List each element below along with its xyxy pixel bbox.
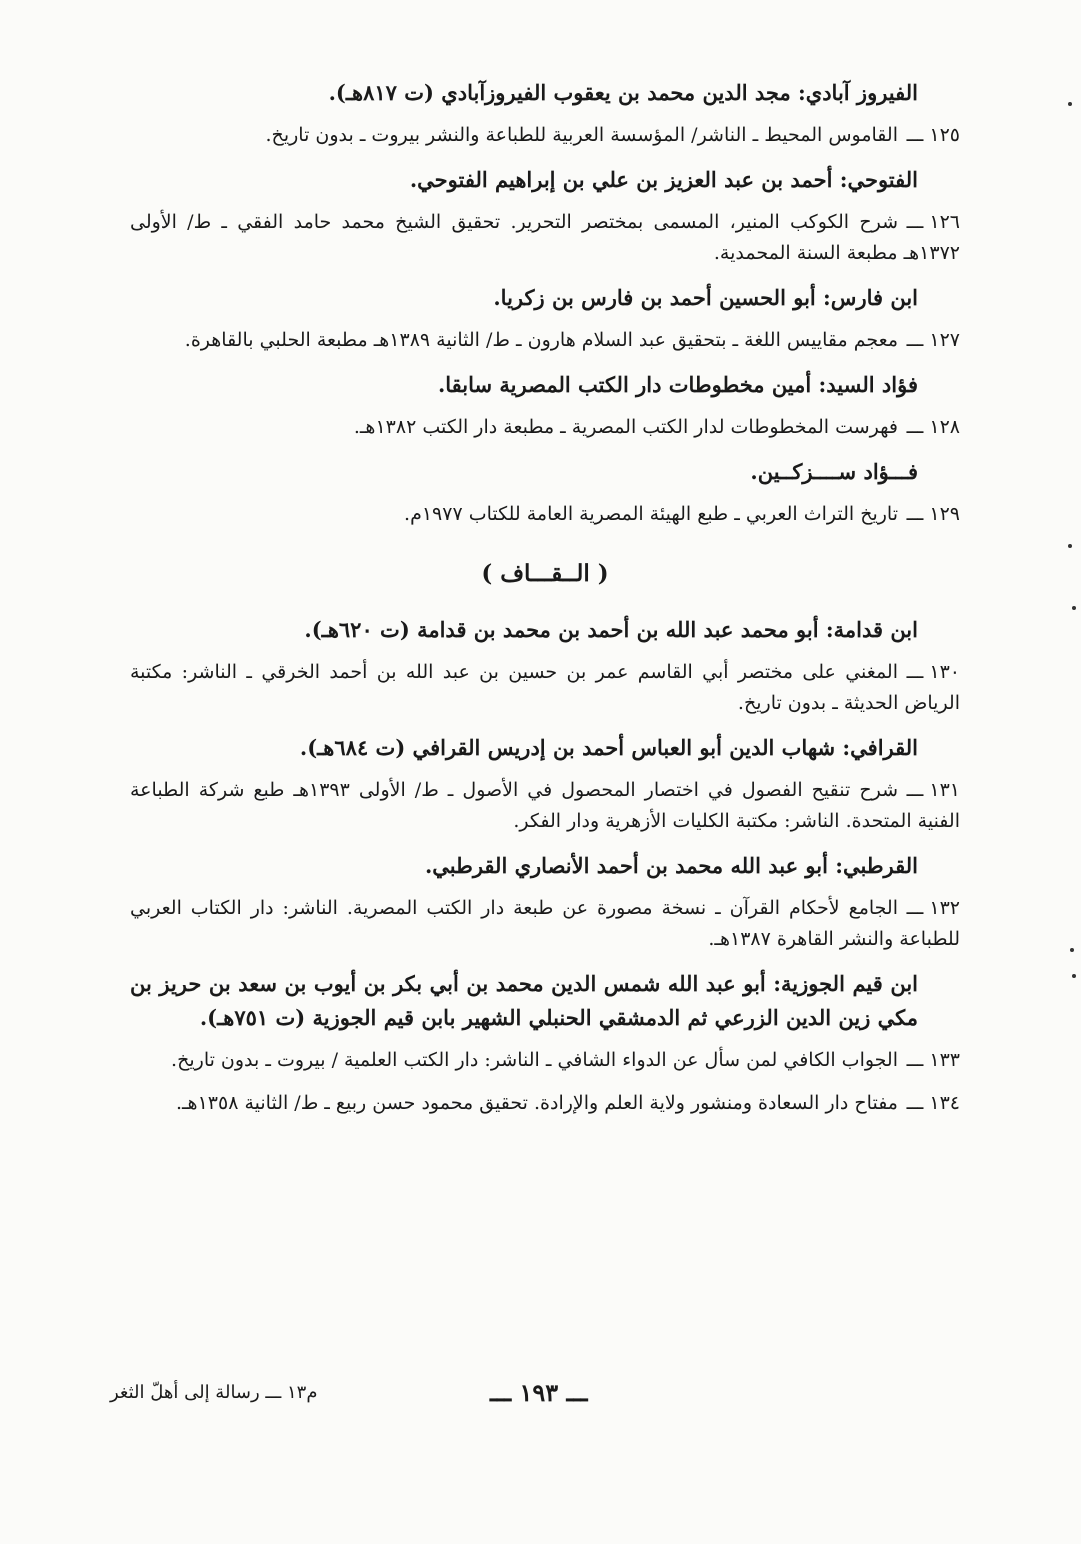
entry-text: الجامع لأحكام القرآن ـ نسخة مصورة عن طبعة دار الكتب المصرية. الناشر: دار الكتاب العربي للطباعة والنشر القاهرة ١٣٨٧هـ. <box>130 897 960 950</box>
bibliography-entry <box>130 893 960 955</box>
entry-number: ١٢٩ ـــ <box>906 503 960 525</box>
entry-text: شرح الكوكب المنير، المسمى بمختصر التحرير. تحقيق الشيخ محمد حامد الفقي ـ ط/ الأولى ١٣٧٢هـ مطبعة السنة المحمدية. <box>130 211 960 264</box>
entry-text: تاريخ التراث العربي ـ طبع الهيئة المصرية العامة للكتاب ١٩٧٧م. <box>404 503 898 525</box>
margin-mark <box>1070 948 1074 952</box>
bibliography-entry <box>130 499 960 530</box>
entry-number: ١٣٤ ـــ <box>906 1092 960 1114</box>
entry-text: القاموس المحيط ـ الناشر/ المؤسسة العربية للطباعة والنشر بيروت ـ بدون تاريخ. <box>265 124 898 146</box>
bibliography-entry <box>130 207 960 269</box>
author-heading: ابن فارس: أبو الحسين أحمد بن فارس بن زكريا. <box>493 285 918 310</box>
entry-text: المغني على مختصر أبي القاسم عمر بن حسين بن عبد الله بن أحمد الخرقي ـ الناشر: مكتبة الرياض الحديثة ـ بدون تاريخ. <box>130 661 960 714</box>
margin-mark <box>1068 544 1072 548</box>
entry-text: شرح تنقيح الفصول في اختصار المحصول في الأصول ـ ط/ الأولى ١٣٩٣هـ طبع شركة الطباعة الفنية المتحدة. الناشر: مكتبة الكليات الأزهرية ودار الفكر. <box>130 779 960 832</box>
bibliography-entry <box>130 325 960 356</box>
bibliography-entry <box>130 1045 960 1076</box>
entry-number: ١٢٦ ـــ <box>906 211 960 233</box>
bibliography-entry <box>130 1088 960 1119</box>
section-title: ( الــقـــاف ) <box>481 560 609 587</box>
bibliography-page <box>130 70 960 1131</box>
entry-text: مفتاح دار السعادة ومنشور ولاية العلم والإرادة. تحقيق محمود حسن ربيع ـ ط/ الثانية ١٣٥٨هـ. <box>175 1092 898 1114</box>
author-heading: القرطبي: أبو عبد الله محمد بن أحمد الأنصاري القرطبي. <box>424 853 918 878</box>
entry-number: ١٣٢ ـــ <box>906 897 960 919</box>
author-heading: الفيروز آبادي: مجد الدين محمد بن يعقوب الفيروزآبادي (ت ٨١٧هـ). <box>328 80 918 105</box>
author-heading: القرافي: شهاب الدين أبو العباس أحمد بن إدريس القرافي (ت ٦٨٤هـ). <box>299 735 918 760</box>
margin-mark <box>1072 606 1076 610</box>
entry-number: ١٢٥ ـــ <box>906 124 960 146</box>
page-footer <box>0 1378 1081 1418</box>
author-heading: فـــؤاد ســــزكــين. <box>750 459 918 484</box>
author-heading: فؤاد السيد: أمين مخطوطات دار الكتب المصرية سابقا. <box>437 372 918 397</box>
bibliography-entry <box>130 412 960 443</box>
entry-number: ١٢٧ ـــ <box>906 329 960 351</box>
author-heading: الفتوحي: أحمد بن عبد العزيز بن علي بن إبراهيم الفتوحي. <box>409 167 918 192</box>
entry-text: فهرست المخطوطات لدار الكتب المصرية ـ مطبعة دار الكتب ١٣٨٢هـ. <box>353 416 898 438</box>
entry-text: معجم مقاييس اللغة ـ بتحقيق عبد السلام هارون ـ ط/ الثانية ١٣٨٩هـ مطبعة الحلبي بالقاهرة. <box>184 329 898 351</box>
entry-number: ١٣٠ ـــ <box>906 661 960 683</box>
running-title: م١٣ ـــ رسالة إلى أهلّ الثغر <box>110 1382 318 1403</box>
margin-mark <box>1072 974 1076 978</box>
author-heading: ابن قدامة: أبو محمد عبد الله بن أحمد بن محمد بن قدامة (ت ٦٢٠هـ). <box>304 617 918 642</box>
entry-text: الجواب الكافي لمن سأل عن الدواء الشافي ـ الناشر: دار الكتب العلمية / بيروت ـ بدون تاريخ. <box>171 1049 898 1071</box>
author-heading: ابن قيم الجوزية: أبو عبد الله شمس الدين محمد بن أبي بكر بن أيوب بن سعد بن حريز بن مكي زين الدين الزرعي ثم الدمشقي الحنبلي الشهير بابن قيم الجوزية (ت ٧٥١هـ). <box>130 971 918 1030</box>
bibliography-entry <box>130 775 960 837</box>
entry-number: ١٣١ ـــ <box>906 779 960 801</box>
entry-number: ١٣٣ ـــ <box>906 1049 960 1071</box>
entry-number: ١٢٨ ـــ <box>906 416 960 438</box>
bibliography-entry <box>130 657 960 719</box>
margin-mark <box>1068 102 1072 106</box>
bibliography-entry <box>130 120 960 151</box>
page-number: ـــ ١٩٣ ـــ <box>490 1378 588 1407</box>
